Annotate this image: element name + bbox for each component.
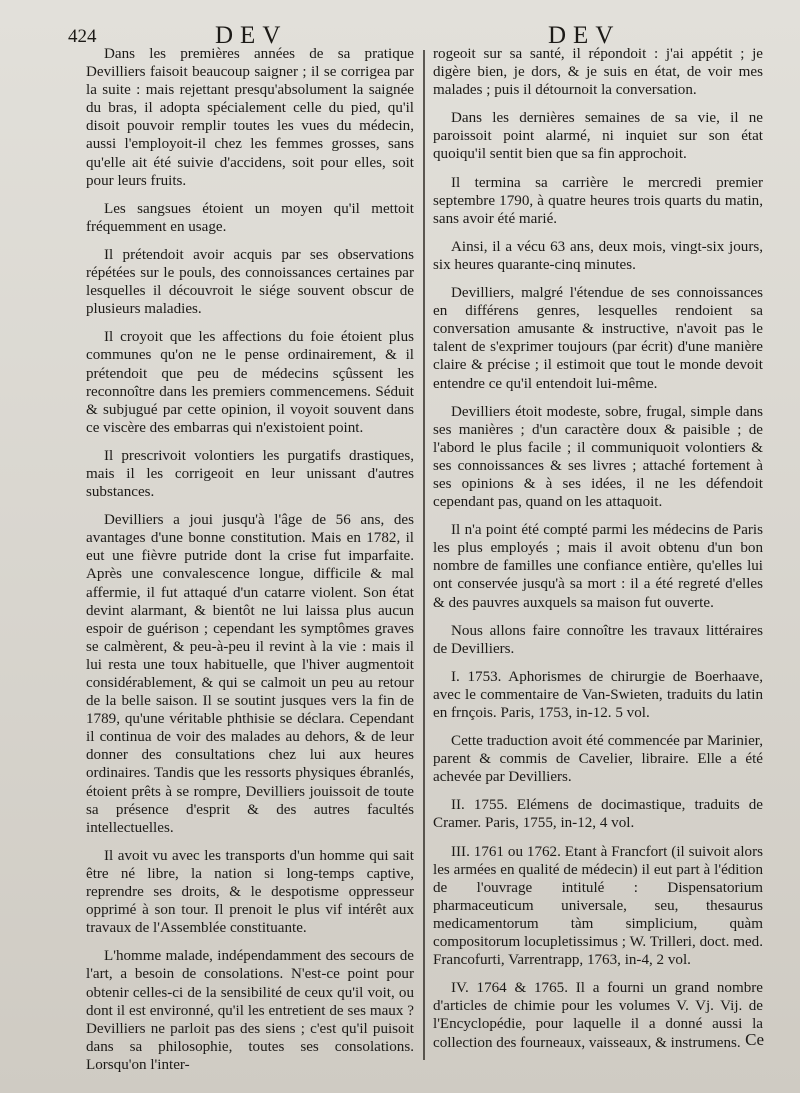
paragraph: rogeoit sur sa santé, il répondoit : j'ai appétit ; je digère bien, je dors, & je suis en état, de voir mes malades ; puis il détournoit la conversation.: [433, 46, 763, 99]
bibliography-entry: II. 1755. Elémens de docimastique, traduits de Cramer. Paris, 1755, in-12, 4 vol.: [433, 797, 763, 832]
paragraph: Dans les dernières semaines de sa vie, il ne paroissoit point alarmé, ni inquiet sur son état quoiqu'il sentit bien que sa fin approchoit.: [433, 110, 763, 163]
bibliography-entry: III. 1761 ou 1762. Etant à Francfort (il suivoit alors les armées en qualité de médecin) il eut part à l'édition de l'ouvrage intitulé : Dispensatorium pharmaceuticum universale, seu, thesaurus medicamentorum tàm simplicium, quàm compositorum locupletissimus ; W. Trilleri, doct. med. Francofurti, Varrentrapp, 1763, in-4, 2 vol.: [433, 843, 763, 969]
paragraph: Les sangsues étoient un moyen qu'il mettoit fréquemment en usage.: [86, 200, 414, 235]
bibliography-entry: I. 1753. Aphorismes de chirurgie de Boerhaave, avec le commentaire de Van-Swieten, traduits du latin en frnçois. Paris, 1753, in-12. 5 vol.: [433, 668, 763, 721]
running-head-left: DEV: [215, 22, 288, 49]
paragraph: Cette traduction avoit été commencée par Marinier, parent & commis de Cavelier, libraire. Elle a été achevée par Devilliers.: [433, 733, 763, 786]
paragraph: Devilliers, malgré l'étendue de ses connoissances en différens genres, lesquelles rendoient sa conversation amusante & instructive, n'avoit pas le talent de s'exprimer toujours (par écrit) d'une manière claire & précise ; il estimoit que tout le monde devoit entendre ce qu'il entendoit lui-même.: [433, 285, 763, 392]
paragraph: Devilliers étoit modeste, sobre, frugal, simple dans ses manières ; d'un caractère doux & paisible ; de l'abord le plus facile ; il communiquoit volontiers & ses connoissances & ses livres ; attaché fortement à ses opinions & à ses idées, il ne les défendoit cependant pas, quand on les attaquoit.: [433, 403, 763, 511]
paragraph: Ainsi, il a vécu 63 ans, deux mois, vingt-six jours, six heures quarante-cinq minutes.: [433, 238, 763, 273]
column-divider: [423, 50, 425, 1060]
right-column: [433, 45, 763, 1062]
running-head-right: DEV: [548, 22, 621, 49]
paragraph: Il avoit vu avec les transports d'un homme qui sait être né libre, la nation si long-temps captive, reprendre ses droits, & le despotisme oppresseur opprimé à son tour. Il prenoit le plus vif intérêt aux travaux de l'Assemblée constituante.: [86, 847, 414, 937]
bibliography-entry: IV. 1764 & 1765. Il a fourni un grand nombre d'articles de chimie pour les volumes V. Vj. Vij. de l'Encyclopédie, pour laquelle il a donné aussi la collection des fourneaux, vaisseaux, & instrumens.: [433, 980, 763, 1051]
paragraph: L'homme malade, indépendamment des secours de l'art, a besoin de consolations. N'est-ce point pour obtenir celles-ci de la sensibilité de ceux qu'il voit, ou dont il est environné, qu'il les entretient de ses maux ? Devilliers ne parloit pas des siens ; c'est qu'il puisoit dans sa philosophie, toutes ses consolations. Lorsqu'on l'inter-: [86, 948, 414, 1073]
paragraph: Dans les premières années de sa pratique Devilliers faisoit beaucoup saigner ; il se corrigea par la suite : mais rejettant presqu'absolument la saignée du bras, il adopta spécialement celle du pied, qu'il disoit pouvoir remplir toutes les vues du médecin, aussi l'employoit-il chez les femmes grosses, sans qu'elle ait été suivie d'accidens, soit pour elles, soit pour leurs fruits.: [86, 46, 414, 189]
paragraph: Il n'a point été compté parmi les médecins de Paris les plus employés ; mais il avoit obtenu d'un bon nombre de familles une confiance entière, qu'elles lui ont conservée jusqu'à sa mort : il a été regreté d'elles & des pauvres auxquels sa maison fut ouverte.: [433, 522, 763, 611]
paragraph: Nous allons faire connoître les travaux littéraires de Devilliers.: [433, 622, 763, 657]
page-number: 424: [68, 26, 97, 47]
paragraph: Il croyoit que les affections du foie étoient plus communes qu'on ne le pense ordinairement, & il prétendoit que peu de médecins sçûssent les reconnoître dans les premiers commencemens. Séduit & subjugué par cette opinion, il voyoit souvent dans ce viscère des embarras qui n'existoient point.: [86, 329, 414, 436]
paragraph: Il termina sa carrière le mercredi premier septembre 1790, à quatre heures trois quarts du matin, sans avoir été marié.: [433, 174, 763, 227]
paragraph: Il prescrivoit volontiers les purgatifs drastiques, mais il les corrigeoit en leur unissant d'autres substances.: [86, 447, 414, 501]
left-column: [86, 45, 414, 1084]
catchword: Ce: [745, 1030, 764, 1049]
paragraph: Il prétendoit avoir acquis par ses observations répétées sur le pouls, des connoissances certaines par lesquelles il découvroit le siége souvent obscur de plusieurs maladies.: [86, 246, 414, 318]
paragraph: Devilliers a joui jusqu'à l'âge de 56 ans, des avantages d'une bonne constitution. Mais en 1782, il eut une fièvre putride dont la crise fut imparfaite. Après une convalescence longue, difficile & mal affermie, il fut attaqué d'un catarre violent. Son état devint alarmant, & bientôt ne lui laissa plus aucun espoir de guérison ; cependant les symptômes graves se calmèrent, & peu-à-peu il revint à la vie : mais il lui resta une toux habituelle, que l'hiver augmentoit considérablement, & qui se calmoit un peu au retour de la belle saison. Il se soutint jusques vers la fin de 1789, qu'une véritable phthisie se déclara. Cependant il continua de voir des malades au dehors, & de leur donner des consultations chez lui aux heures ordinaires. Tandis que les ressorts physiques ébranlés, étoient prêts à se rompre, Devilliers jouissoit de toute sa présence d'esprit & des autres facultés intellectuelles.: [86, 512, 414, 836]
